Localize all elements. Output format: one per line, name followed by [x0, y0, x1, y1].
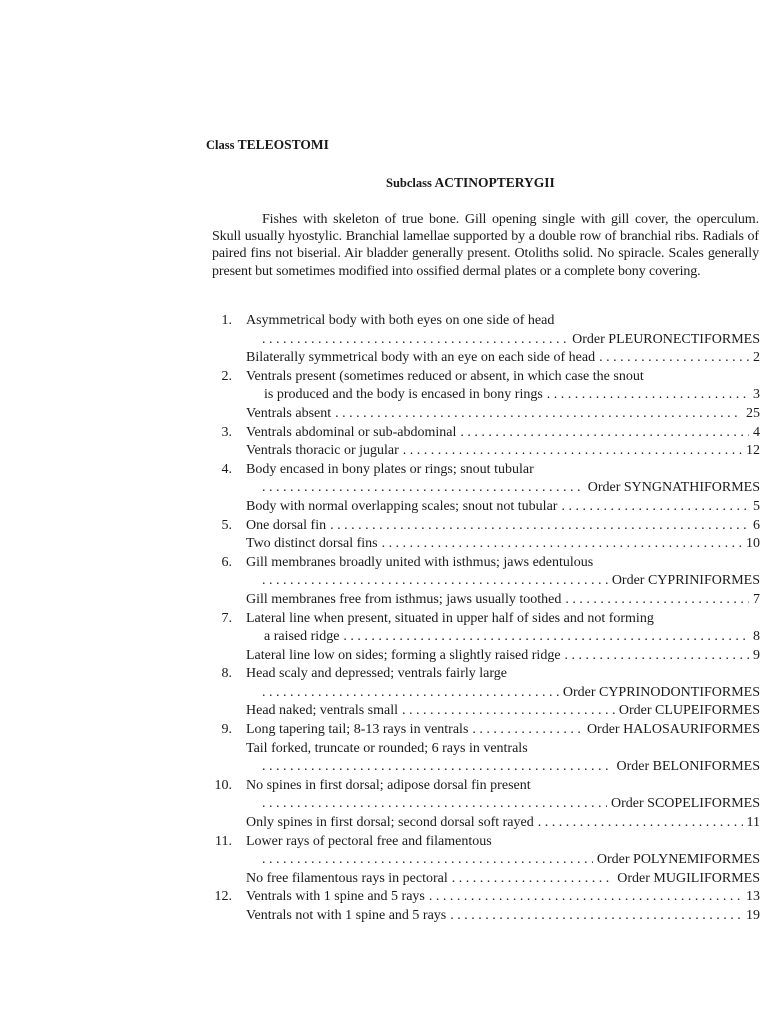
couplet-text: Long tapering tail; 8-13 rays in ventrals — [246, 722, 469, 738]
couplet-target: 7 — [753, 591, 760, 607]
couplet-target: 8 — [753, 629, 760, 645]
couplet-number: 6. — [221, 554, 232, 570]
key-row — [200, 498, 760, 517]
couplet-text: Ventrals with 1 spine and 5 rays — [246, 889, 425, 905]
couplet-number: 12. — [214, 889, 232, 905]
key-row — [200, 795, 760, 814]
couplet-text: Only spines in first dorsal; second dorsal soft rayed — [246, 815, 534, 831]
couplet-target: 19 — [746, 908, 760, 923]
dot-leader — [452, 870, 614, 889]
couplet-target: Order BELONIFORMES — [616, 759, 760, 775]
key-row — [200, 833, 760, 852]
couplet-target: Order SYNGNATHIFORMES — [587, 480, 760, 496]
couplet-number: 8. — [221, 666, 232, 682]
couplet-target: Order CYPRINODONTIFORMES — [562, 684, 760, 700]
couplet-text: No free filamentous rays in pectoral — [246, 870, 448, 886]
key-row — [200, 405, 760, 424]
couplet-text: Head scaly and depressed; ventrals fairly large — [246, 666, 507, 682]
dot-leader — [262, 331, 568, 350]
key-row — [200, 312, 760, 331]
key-row — [200, 572, 760, 591]
couplet-target: Order POLYNEMIFORMES — [596, 852, 760, 868]
couplet-text: a raised ridge — [264, 629, 340, 645]
couplet-number: 5. — [221, 517, 232, 533]
dot-leader — [565, 591, 749, 610]
couplet-target: 12 — [746, 443, 760, 459]
key-row — [200, 349, 760, 368]
dot-leader — [382, 535, 742, 554]
key-row — [200, 461, 760, 480]
key-row — [200, 517, 760, 536]
key-row — [200, 721, 760, 740]
couplet-text: Two distinct dorsal fins — [246, 536, 378, 552]
dot-leader — [262, 684, 559, 703]
couplet-text: Ventrals not with 1 spine and 5 rays — [246, 908, 447, 923]
dot-leader — [472, 721, 583, 740]
dot-leader — [565, 647, 749, 666]
class-label: Class — [206, 138, 235, 152]
dot-leader — [262, 851, 593, 870]
couplet-target: 4 — [753, 424, 760, 440]
couplet-target: 5 — [753, 498, 760, 514]
couplet-target: Order PLEURONECTIFORMES — [572, 331, 760, 347]
couplet-text: Ventrals abdominal or sub-abdominal — [246, 424, 457, 440]
key-row — [200, 386, 760, 405]
dot-leader — [460, 424, 749, 443]
subclass-heading — [0, 175, 768, 191]
couplet-target: 3 — [753, 387, 760, 403]
couplet-target: Order SCOPELIFORMES — [611, 796, 760, 812]
key-row — [200, 777, 760, 796]
couplet-number: 7. — [221, 610, 232, 626]
subclass-name: ACTINOPTERYGII — [434, 175, 555, 190]
intro-paragraph: Fishes with skeleton of true bone. Gill opening single with gill cover, the operculum. Skull usually hyostylic. Branchial lamellae supported by a double row of branchial ribs. Radials of paired fins not biserial. Air bladder generally present. Otoliths solid. No spiracle. Scales generally present but sometimes modified into ossified dermal plates or a complete bony covering. — [212, 212, 759, 279]
couplet-text: Head naked; ventrals small — [246, 703, 399, 719]
key-row — [200, 702, 760, 721]
couplet-target: 10 — [746, 536, 760, 552]
couplet-text: Lateral line low on sides; forming a slightly raised ridge — [246, 647, 561, 663]
key-row — [200, 610, 760, 629]
couplet-text: Lateral line when present, situated in upper half of sides and not forming — [246, 610, 654, 626]
key-row — [200, 684, 760, 703]
couplet-text: Body encased in bony plates or rings; snout tubular — [246, 461, 534, 477]
couplet-target: 2 — [753, 350, 760, 366]
identification-key — [200, 312, 760, 926]
couplet-number: 11. — [215, 833, 232, 849]
dot-leader — [450, 907, 742, 926]
couplet-text: is produced and the body is encased in bony rings — [264, 387, 543, 403]
key-row — [200, 331, 760, 350]
couplet-text: Lower rays of pectoral free and filamentous — [246, 833, 492, 849]
couplet-text: Ventrals thoracic or jugular — [246, 443, 399, 459]
dot-leader — [599, 349, 749, 368]
couplet-number: 9. — [221, 722, 232, 738]
couplet-number: 1. — [221, 313, 232, 328]
dot-leader — [429, 888, 742, 907]
dot-leader — [262, 795, 607, 814]
couplet-number: 3. — [221, 424, 232, 440]
couplet-text: Tail forked, truncate or rounded; 6 rays in ventrals — [246, 740, 528, 756]
couplet-text: One dorsal fin — [246, 517, 327, 533]
class-heading — [0, 137, 768, 153]
dot-leader — [561, 498, 749, 517]
couplet-number: 10. — [214, 777, 232, 793]
dot-leader — [403, 442, 742, 461]
couplet-target: Order HALOSAURIFORMES — [586, 722, 760, 738]
key-row — [200, 424, 760, 443]
key-row — [200, 907, 760, 926]
couplet-text: Body with normal overlapping scales; snout not tubular — [246, 498, 558, 514]
couplet-target: 9 — [753, 647, 760, 663]
couplet-number: 2. — [221, 368, 232, 384]
couplet-target: 13 — [746, 889, 760, 905]
key-row — [200, 851, 760, 870]
key-row — [200, 368, 760, 387]
couplet-text: Gill membranes broadly united with isthmus; jaws edentulous — [246, 554, 594, 570]
dot-leader — [343, 628, 749, 647]
dot-leader — [330, 517, 749, 536]
key-row — [200, 479, 760, 498]
key-row — [200, 758, 760, 777]
couplet-text: Ventrals present (sometimes reduced or absent, in which case the snout — [246, 368, 644, 384]
dot-leader — [262, 758, 613, 777]
key-row — [200, 554, 760, 573]
couplet-number: 4. — [221, 461, 232, 477]
key-row — [200, 535, 760, 554]
couplet-text: Gill membranes free from isthmus; jaws usually toothed — [246, 591, 562, 607]
subclass-label: Subclass — [386, 176, 432, 190]
dot-leader — [538, 814, 743, 833]
dot-leader — [262, 572, 608, 591]
couplet-text: No spines in first dorsal; adipose dorsal fin present — [246, 777, 531, 793]
couplet-target: 25 — [746, 405, 760, 421]
dot-leader — [262, 479, 584, 498]
couplet-target: 6 — [753, 517, 760, 533]
key-row — [200, 647, 760, 666]
couplet-target: Order MUGILIFORMES — [617, 870, 760, 886]
couplet-text: Bilaterally symmetrical body with an eye on each side of head — [246, 350, 596, 366]
couplet-target: Order CYPRINIFORMES — [611, 573, 760, 589]
couplet-text: Ventrals absent — [246, 405, 332, 421]
dot-leader — [402, 702, 615, 721]
key-row — [200, 665, 760, 684]
key-row — [200, 870, 760, 889]
couplet-target: 11 — [746, 815, 760, 831]
dot-leader — [335, 405, 742, 424]
couplet-text: Asymmetrical body with both eyes on one side of head — [246, 313, 555, 328]
couplet-target: Order CLUPEIFORMES — [618, 703, 760, 719]
key-row — [200, 888, 760, 907]
dot-leader — [547, 386, 749, 405]
key-row — [200, 628, 760, 647]
key-row — [200, 740, 760, 759]
key-row — [200, 814, 760, 833]
key-row — [200, 591, 760, 610]
class-name: TELEOSTOMI — [237, 137, 329, 152]
key-row — [200, 442, 760, 461]
